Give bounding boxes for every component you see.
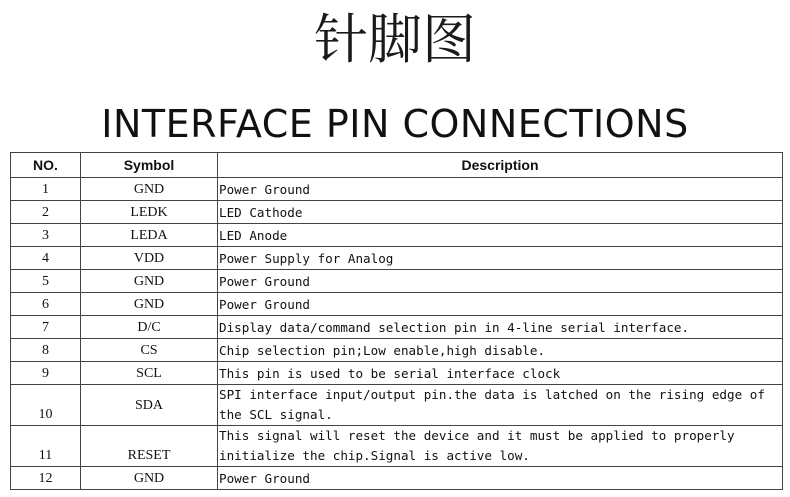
column-header-description: Description [218, 153, 783, 178]
column-header-no: NO. [11, 153, 81, 178]
pin-description: Power Ground [218, 293, 783, 316]
pin-symbol: SCL [81, 362, 218, 385]
table-row [11, 293, 783, 316]
pin-description: Power Supply for Analog [218, 247, 783, 270]
pin-number: 12 [11, 467, 81, 490]
table-row [11, 247, 783, 270]
pin-number: 7 [11, 316, 81, 339]
pin-number: 4 [11, 247, 81, 270]
pin-symbol: GND [81, 270, 218, 293]
table-row [11, 467, 783, 490]
pin-description: Chip selection pin;Low enable,high disable. [218, 339, 783, 362]
page-title-chinese: 针脚图 [314, 8, 476, 71]
pin-symbol: D/C [81, 316, 218, 339]
table-row [11, 362, 783, 385]
pin-number: 2 [11, 201, 81, 224]
pin-number: 9 [11, 362, 81, 385]
pin-description: Power Ground [218, 178, 783, 201]
column-header-symbol: Symbol [81, 153, 218, 178]
page-title: INTERFACE PIN CONNECTIONS [101, 102, 689, 146]
table-row [11, 385, 783, 426]
pin-symbol: VDD [81, 247, 218, 270]
pin-symbol: CS [81, 339, 218, 362]
pin-number: 11 [11, 426, 81, 467]
pin-symbol: RESET [81, 426, 218, 467]
table-row [11, 316, 783, 339]
pin-description: Power Ground [218, 467, 783, 490]
pin-symbol: GND [81, 178, 218, 201]
pin-number: 5 [11, 270, 81, 293]
pin-number: 10 [11, 385, 81, 426]
pin-description: Power Ground [218, 270, 783, 293]
pin-number: 1 [11, 178, 81, 201]
table-row [11, 201, 783, 224]
table-row [11, 270, 783, 293]
pin-description: Display data/command selection pin in 4-line serial interface. [218, 316, 783, 339]
pin-number: 3 [11, 224, 81, 247]
pin-connections-table [10, 152, 783, 490]
pin-symbol: GND [81, 467, 218, 490]
pin-symbol: LEDK [81, 201, 218, 224]
pin-description: LED Anode [218, 224, 783, 247]
table-row [11, 224, 783, 247]
pin-description: LED Cathode [218, 201, 783, 224]
table-row [11, 339, 783, 362]
pin-description: This pin is used to be serial interface clock [218, 362, 783, 385]
table-row [11, 426, 783, 467]
pin-symbol: LEDA [81, 224, 218, 247]
pin-number: 6 [11, 293, 81, 316]
table-row [11, 178, 783, 201]
pin-description: SPI interface input/output pin.the data is latched on the rising edge of the SCL signal. [218, 385, 783, 426]
pin-number: 8 [11, 339, 81, 362]
table-header-row [11, 153, 783, 178]
pin-symbol: SDA [81, 385, 218, 426]
pin-description: This signal will reset the device and it must be applied to properly initialize the chip.Signal is active low. [218, 426, 783, 467]
pin-symbol: GND [81, 293, 218, 316]
